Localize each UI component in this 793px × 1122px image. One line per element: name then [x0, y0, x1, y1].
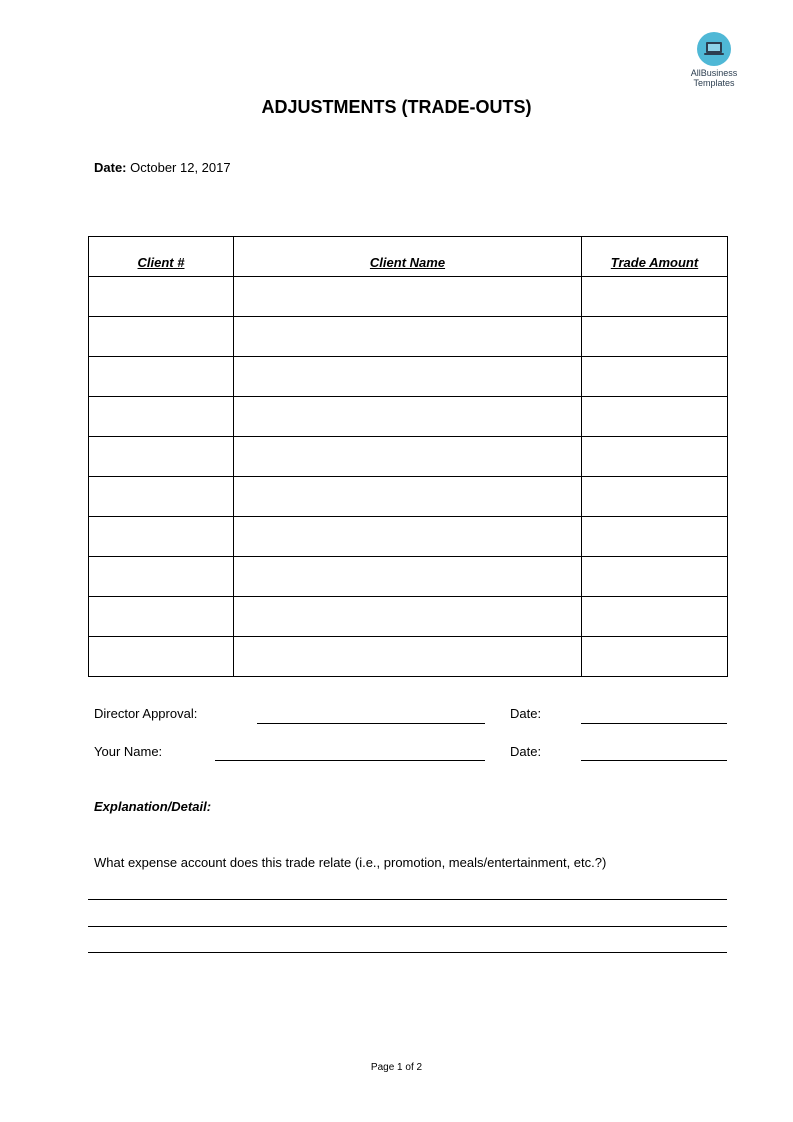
cell-client-number[interactable] — [89, 557, 234, 597]
cell-client-name[interactable] — [234, 517, 582, 557]
page-number: Page 1 of 2 — [370, 1062, 423, 1073]
cell-client-name[interactable] — [234, 397, 582, 437]
name-date-label: Date: — [510, 744, 542, 759]
cell-client-number[interactable] — [89, 317, 234, 357]
approval-date-field[interactable] — [581, 723, 727, 724]
director-approval-field[interactable] — [257, 723, 485, 724]
cell-client-number[interactable] — [89, 517, 234, 557]
header-client-name: Client Name — [234, 237, 582, 277]
cell-client-number[interactable] — [89, 637, 234, 677]
table-row — [89, 557, 728, 597]
cell-trade-amount[interactable] — [582, 317, 728, 357]
laptop-icon — [697, 32, 731, 66]
table-row — [89, 517, 728, 557]
date-label: Date: — [94, 160, 127, 175]
cell-trade-amount[interactable] — [582, 517, 728, 557]
logo-line-1: AllBusiness — [690, 68, 738, 78]
answer-line-3[interactable] — [88, 952, 727, 953]
table-row — [89, 397, 728, 437]
name-date-field[interactable] — [581, 760, 727, 761]
approval-date-label: Date: — [510, 706, 542, 721]
table-row — [89, 317, 728, 357]
cell-trade-amount[interactable] — [582, 357, 728, 397]
answer-line-2[interactable] — [88, 926, 727, 927]
header-client-number: Client # — [89, 237, 234, 277]
cell-client-name[interactable] — [234, 277, 582, 317]
your-name-field[interactable] — [215, 760, 485, 761]
cell-client-number[interactable] — [89, 357, 234, 397]
cell-client-name[interactable] — [234, 357, 582, 397]
director-approval-label: Director Approval: — [94, 706, 198, 721]
table-header-row — [89, 237, 728, 277]
cell-client-name[interactable] — [234, 597, 582, 637]
cell-client-number[interactable] — [89, 397, 234, 437]
cell-client-name[interactable] — [234, 437, 582, 477]
table-row — [89, 477, 728, 517]
cell-client-number[interactable] — [89, 437, 234, 477]
cell-trade-amount[interactable] — [582, 597, 728, 637]
cell-client-number[interactable] — [89, 277, 234, 317]
table-row — [89, 277, 728, 317]
logo — [688, 32, 748, 92]
logo-text — [682, 68, 746, 88]
trade-table — [88, 236, 728, 677]
cell-client-name[interactable] — [234, 317, 582, 357]
cell-client-number[interactable] — [89, 477, 234, 517]
cell-trade-amount[interactable] — [582, 397, 728, 437]
cell-client-name[interactable] — [234, 557, 582, 597]
your-name-label: Your Name: — [94, 744, 163, 759]
cell-trade-amount[interactable] — [582, 637, 728, 677]
table-row — [89, 637, 728, 677]
cell-client-name[interactable] — [234, 477, 582, 517]
answer-line-1[interactable] — [88, 899, 727, 900]
cell-client-name[interactable] — [234, 637, 582, 677]
cell-trade-amount[interactable] — [582, 557, 728, 597]
cell-trade-amount[interactable] — [582, 477, 728, 517]
table-row — [89, 437, 728, 477]
page-title: ADJUSTMENTS (TRADE-OUTS) — [261, 97, 532, 117]
table-row — [89, 597, 728, 637]
expense-question: What expense account does this trade relate (i.e., promotion, meals/entertainment, etc.?) — [94, 855, 607, 870]
header-trade-amount: Trade Amount — [582, 237, 728, 277]
logo-circle — [697, 32, 731, 66]
table-row — [89, 357, 728, 397]
cell-trade-amount[interactable] — [582, 437, 728, 477]
cell-trade-amount[interactable] — [582, 277, 728, 317]
cell-client-number[interactable] — [89, 597, 234, 637]
logo-line-2: Templates — [693, 78, 735, 88]
date-value: October 12, 2017 — [130, 160, 231, 175]
date-line — [94, 160, 231, 175]
explanation-label: Explanation/Detail: — [94, 799, 212, 814]
